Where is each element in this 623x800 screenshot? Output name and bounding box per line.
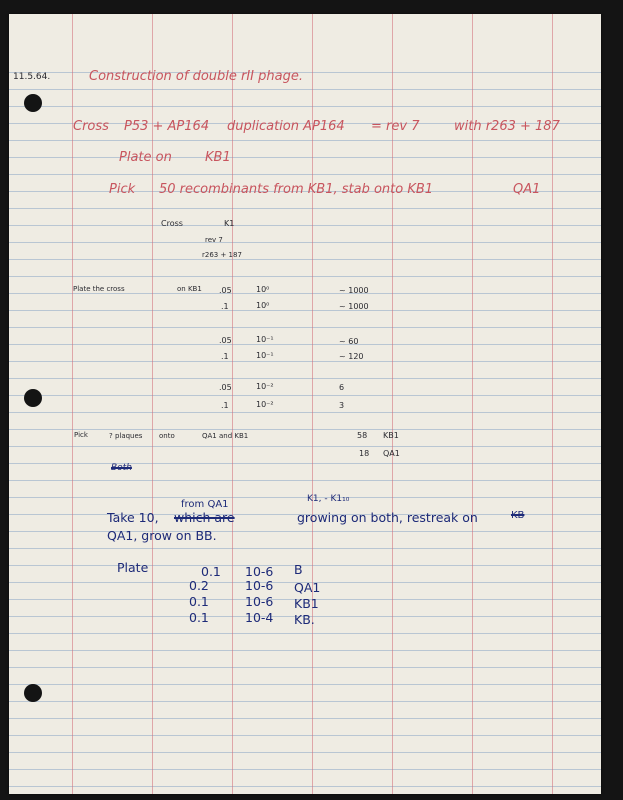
cross-block-r263: r263 + 187 — [202, 251, 242, 259]
dilution-count: ~ 60 — [339, 337, 359, 346]
dilution-factor: 10⁻² — [256, 382, 274, 391]
plate-host: QA1 — [294, 580, 321, 595]
take-ten: Take 10, — [107, 510, 159, 525]
pick-plaques-hosts: QA1 and KB1 — [202, 432, 249, 440]
dilution-vol: .1 — [221, 302, 229, 311]
take-struck-text: which are — [174, 510, 235, 525]
take-from-qa1: from QA1 — [181, 499, 229, 510]
plate-dil: 10-6 — [245, 578, 274, 593]
dilution-vol: .1 — [221, 401, 229, 410]
pick-plaques-count: ? plaques — [109, 432, 143, 440]
result-count: 18 — [359, 449, 370, 458]
take-struck-kb: KB — [511, 510, 525, 521]
dilution-factor: 10⁻¹ — [256, 335, 274, 344]
plate-vol: 0.2 — [189, 578, 209, 593]
dilution-count: 6 — [339, 383, 345, 392]
pick-text: 50 recombinants from KB1, stab onto KB1 — [159, 182, 434, 197]
plate-dil: 10-4 — [245, 610, 274, 625]
scribble: Both — [111, 463, 132, 473]
take-line2: QA1, grow on BB. — [107, 528, 217, 543]
dilution-vol: .05 — [219, 383, 232, 392]
plate-on-label: Plate on — [119, 150, 172, 165]
punch-hole — [24, 684, 42, 702]
dilution-factor: 10⁻¹ — [256, 351, 274, 360]
pick-plaques-label: Pick — [74, 431, 88, 439]
punch-hole — [24, 94, 42, 112]
result-host: QA1 — [383, 449, 400, 458]
plate-vol: 0.1 — [201, 564, 221, 579]
plate-host: KB1 — [294, 596, 319, 611]
cross-strains: P53 + AP164 — [124, 119, 210, 134]
cross-with: with r263 + 187 — [454, 119, 560, 134]
take-k1-note: K1, - K1₁₀ — [307, 494, 350, 504]
plate-on-host: KB1 — [205, 150, 231, 165]
dilution-vol: .1 — [221, 352, 229, 361]
top-margin — [9, 14, 601, 62]
cross-block-label: Cross — [161, 219, 183, 228]
plate-dil: 10-6 — [245, 594, 274, 609]
result-host: KB1 — [383, 431, 399, 440]
cross-block-rev: rev 7 — [205, 236, 223, 244]
plate-host: B — [294, 562, 303, 577]
dilution-vol: .05 — [219, 286, 232, 295]
cross-label: Cross — [73, 119, 109, 134]
entry-date: 11.5.64. — [13, 72, 51, 82]
pick-plaques-onto: onto — [159, 432, 175, 440]
take-rest: growing on both, restreak on — [297, 510, 478, 525]
cross-rev: = rev 7 — [371, 119, 420, 134]
notebook-page — [9, 14, 601, 794]
dilution-count: 3 — [339, 401, 345, 410]
pick-label: Pick — [109, 182, 136, 197]
plate-cross-label: Plate the cross — [73, 285, 125, 293]
result-count: 58 — [357, 431, 368, 440]
dilution-factor: 10⁰ — [256, 301, 270, 310]
cross-duplication: duplication AP164 — [227, 119, 345, 134]
dilution-count: ~ 1000 — [339, 286, 369, 295]
plate-vol: 0.1 — [189, 610, 209, 625]
plate-vol: 0.1 — [189, 594, 209, 609]
entry-title: Construction of double rII phage. — [89, 69, 303, 84]
pick-qa1: QA1 — [513, 182, 541, 197]
plate-label: Plate — [117, 560, 149, 575]
dilution-factor: 10⁰ — [256, 285, 270, 294]
dilution-vol: .05 — [219, 336, 232, 345]
plate-cross-on: on KB1 — [177, 285, 202, 293]
plate-dil: 10-6 — [245, 564, 274, 579]
punch-hole — [24, 389, 42, 407]
dilution-count: ~ 120 — [339, 352, 364, 361]
cross-block-k1: K1 — [224, 219, 235, 228]
dilution-factor: 10⁻² — [256, 400, 274, 409]
plate-host: KB. — [294, 612, 315, 627]
dilution-count: ~ 1000 — [339, 302, 369, 311]
